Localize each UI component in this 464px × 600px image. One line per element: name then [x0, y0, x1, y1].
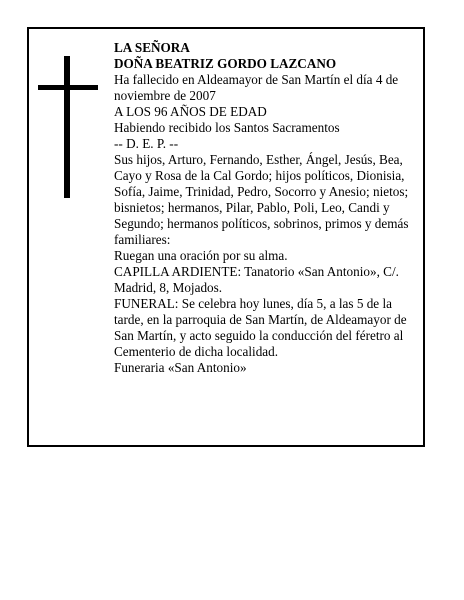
deceased-name: DOÑA BEATRIZ GORDO LAZCANO	[114, 56, 337, 71]
funeral-home: Funeraria «San Antonio»	[114, 360, 247, 375]
prayer-line: Ruegan una oración por su alma.	[114, 248, 288, 263]
cross-horizontal-bar	[38, 85, 98, 90]
obituary-text	[114, 40, 418, 376]
funeral-paragraph: FUNERAL: Se celebra hoy lunes, día 5, a las 5 de la tarde, en la parroquia de San Martín, de Aldeamayor de San Martín, y acto seguido la conducción del féretro al Cementerio de dicha localidad.	[114, 296, 407, 359]
latin-cross-icon	[38, 56, 98, 198]
family-paragraph: Sus hijos, Arturo, Fernando, Esther, Ángel, Jesús, Bea, Cayo y Rosa de la Cal Gordo; hijos políticos, Dionisia, Sofía, Jaime, Trinidad, Pedro, Socorro y Anesio; nietos; bisnietos; hermanos, Pilar, Pablo, Poli, Leo, Candi y Segundo; hermanos políticos, sobrinos, primos y demás familiares:	[114, 152, 409, 247]
rip-line: -- D. E. P. --	[114, 136, 179, 151]
age-line: A LOS 96 AÑOS DE EDAD	[114, 104, 267, 119]
chapel-paragraph: CAPILLA ARDIENTE: Tanatorio «San Antonio», C/. Madrid, 8, Mojados.	[114, 264, 399, 295]
notice-heading: LA SEÑORA	[114, 40, 190, 55]
cross-vertical-bar	[64, 56, 70, 198]
death-announcement: Ha fallecido en Aldeamayor de San Martín el día 4 de noviembre de 2007	[114, 72, 399, 103]
sacraments-line: Habiendo recibido los Santos Sacramentos	[114, 120, 340, 135]
